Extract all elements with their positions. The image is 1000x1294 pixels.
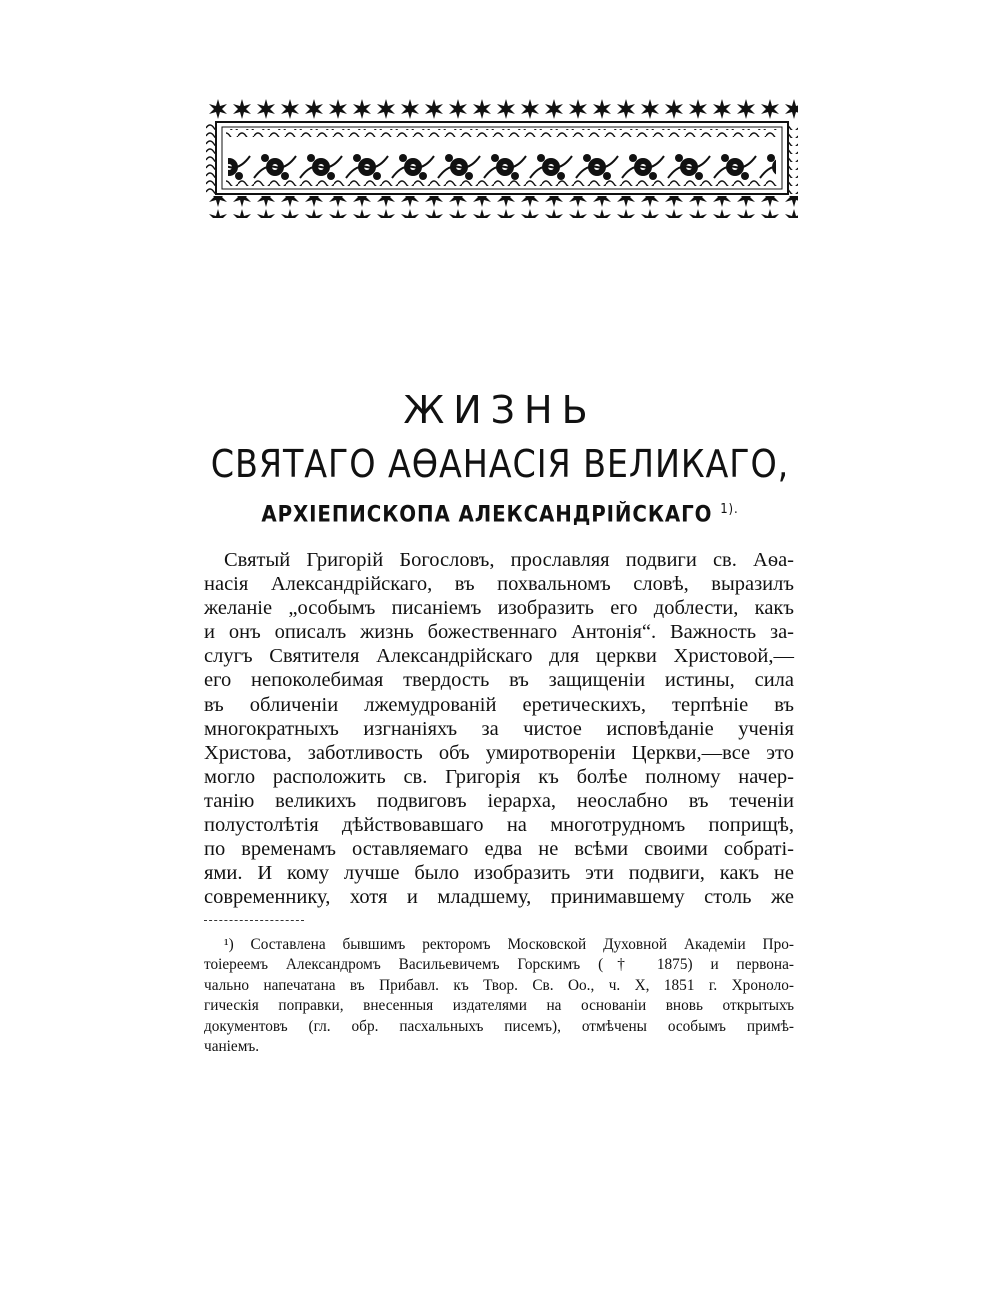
text-line: его непоколебимая твердость въ защищеніи истины, сила: [204, 669, 794, 692]
page-title-main: ЖИЗНЬ: [403, 388, 597, 432]
subtitle-text: АРХІЕПИСКОПА АЛЕКСАНДРІЙСКАГО: [261, 502, 713, 528]
text-line: слугъ Святителя Александрійскаго для церкви Христовой,—: [204, 645, 794, 668]
footnote-line: ¹) Составлена бывшимъ ректоромъ Московской Духовной Академіи Про-: [224, 936, 794, 953]
text-line: Христова, заботливость объ умиротвореніи Церкви,—все это: [204, 741, 794, 764]
footnote-line: гическія поправки, внесенныя издателями на основаніи вновь открытыхъ: [204, 997, 794, 1015]
text-line: современнику, хотя и младшему, принимавшему столь же: [204, 886, 794, 909]
text-line: въ обличеніи лжемудрованій еретическихъ, терпѣніе въ: [204, 693, 794, 716]
text-line: по временамъ оставляемаго едва не всѣми своими собраті-: [204, 838, 794, 861]
page-title-subtitle: [50, 502, 950, 527]
footnote-line: документовъ (гл. обр. пасхальныхъ писемъ), отмѣчены особымъ примѣ-: [204, 1017, 794, 1035]
text-line: полустолѣтія дѣйствовавшаго на многотрудномъ поприщѣ,: [204, 814, 794, 837]
text-line: насія Александрійскаго, въ похвальномъ словѣ, выразилъ: [204, 573, 794, 596]
footnote-line: чаніемъ.: [204, 1037, 260, 1055]
body-paragraph: [204, 548, 794, 909]
footnote-reference: 1).: [720, 502, 739, 517]
text-line: желаніе „особымъ писаніемъ изобразить его доблести, какъ: [204, 597, 794, 620]
footnote: [204, 935, 794, 1057]
text-line: и онъ описалъ жизнь божественнаго Антонія“. Важность за-: [204, 621, 794, 644]
text-line: ями. И кому лучше было изобразить эти подвиги, какъ не: [204, 862, 794, 885]
text-line: Святый Григорій Богословъ, прославляя подвиги св. Аѳа-: [224, 549, 794, 571]
text-line: многократныхъ изгнаніяхъ за чистое исповѣданіе ученія: [204, 717, 794, 740]
ornamental-headpiece: [206, 98, 798, 218]
page-title-saint: СВЯТАГО АѲАНАСІЯ ВЕЛИКАГО,: [210, 442, 790, 486]
footnote-line: тоіереемъ Александромъ Васильевичемъ Горскимъ († 1875) и первона-: [204, 956, 794, 974]
text-line: танію великихъ подвиговъ іерарха, неослабно въ теченіи: [204, 789, 794, 812]
footnote-separator: [204, 920, 304, 921]
footnote-line: чально напечатана въ Прибавл. къ Твор. Св. Оо., ч. X, 1851 г. Хроноло-: [204, 976, 794, 994]
text-line: могло расположить св. Григорія къ болѣе полному начер-: [204, 765, 794, 788]
